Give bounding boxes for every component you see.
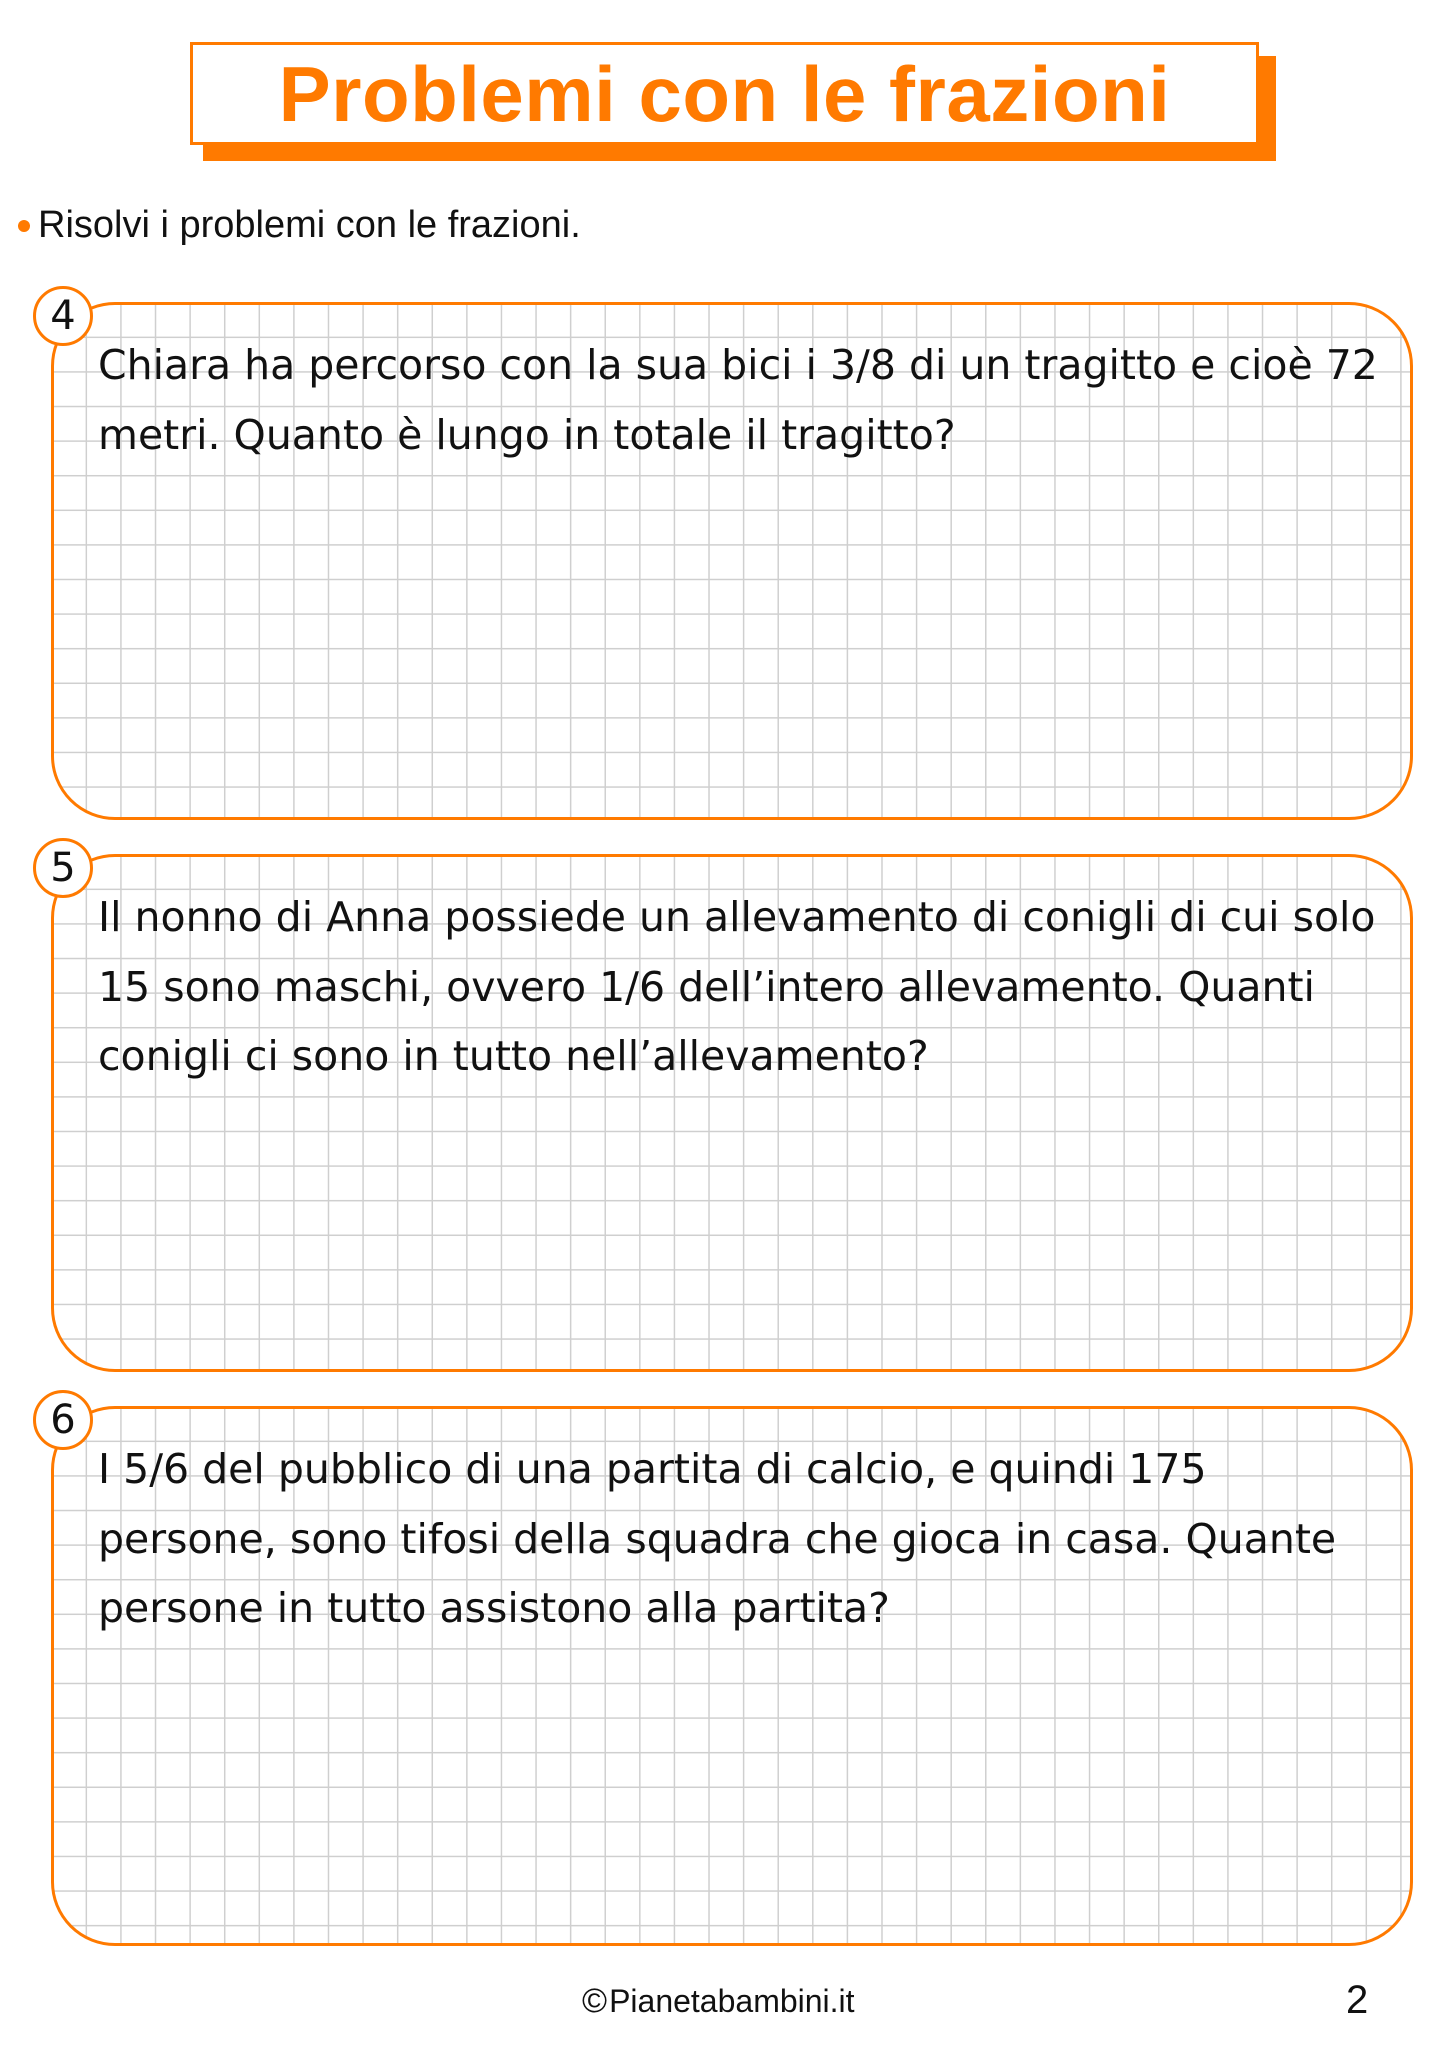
problem-text-6: I 5/6 del pubblico di una partita di calcio, e quindi 175 persone, sono tifosi della squadra che gioca in casa. Quante persone in tutto assistono alla partita? — [98, 1445, 1337, 1632]
copyright-icon: © — [582, 1982, 608, 2020]
problem-box-6[interactable] — [51, 1406, 1413, 1946]
problem-number-badge-5 — [33, 838, 93, 898]
problem-number-badge-4 — [33, 286, 93, 346]
title-box — [190, 42, 1259, 145]
problem-text-5: Il nonno di Anna possiede un allevamento di conigli di cui solo 15 sono maschi, ovvero 1/6 dell’intero allevamento. Quanti conigli ci sono in tutto nell’allevamento? — [98, 893, 1376, 1080]
footer-credit — [582, 1982, 855, 2021]
bullet-dot-icon — [18, 220, 30, 232]
problem-number-5: 5 — [50, 845, 76, 891]
problem-box-5[interactable] — [51, 854, 1413, 1372]
instruction-text: Risolvi i problemi con le frazioni. — [38, 204, 581, 246]
instruction — [18, 204, 581, 247]
page-title: Problemi con le frazioni — [278, 49, 1171, 138]
problem-number-6: 6 — [50, 1397, 76, 1443]
site-name: Pianetabambini.it — [609, 1983, 855, 2019]
problem-number-4: 4 — [50, 293, 76, 339]
problem-text-4: Chiara ha percorso con la sua bici i 3/8 di un tragitto e cioè 72 metri. Quanto è lungo in totale il tragitto? — [98, 341, 1378, 459]
problem-box-4[interactable] — [51, 302, 1413, 820]
page-number: 2 — [1346, 1978, 1369, 2022]
problem-number-badge-6 — [33, 1390, 93, 1450]
